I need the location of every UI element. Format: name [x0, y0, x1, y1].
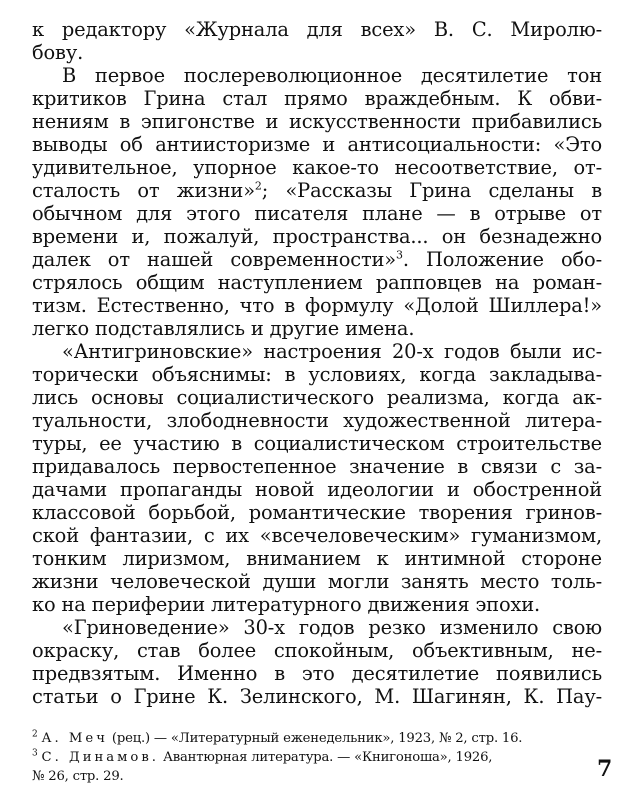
footnote-2: [32, 729, 580, 748]
text-line: бову.: [32, 41, 84, 64]
text-fragment: . Положение обо-: [402, 248, 602, 271]
text-fragment: сталость от жизни»: [32, 179, 255, 202]
footnote-text: Авантюрная литература. — «Книгоноша», 1926,: [158, 750, 493, 765]
text-line: критиков Грина стал прямо враждебным. К обви-: [32, 87, 602, 110]
text-line: тизм. Естественно, что в формулу «Долой Шиллера!»: [32, 294, 602, 317]
footnote-author: С. Динамов.: [41, 750, 159, 765]
footnote-mark: 3: [32, 748, 38, 759]
text-line: статьи о Грине К. Зелинского, М. Шагинян, К. Пау-: [32, 685, 602, 708]
text-line: лись основы социалистического реализма, когда ак-: [32, 386, 602, 409]
text-line: нениям в эпигонстве и искусственности прибавились: [32, 110, 602, 133]
text-line: «Антигриновские» настроения 20-х годов были ис-: [62, 340, 602, 363]
footnote-ref: 3: [396, 248, 403, 262]
text-line: ко на периферии литературного движения эпохи.: [32, 593, 541, 616]
text-line: В первое послереволюционное десятилетие тон: [62, 64, 602, 87]
footnote-3: [32, 748, 580, 767]
text-line: ской фантазии, с их «всечеловеческим» гуманизмом,: [32, 524, 602, 547]
text-line: тонким лиризмом, вниманием к интимной стороне: [32, 547, 602, 570]
text-line: придавалось первостепенное значение в связи с за-: [32, 455, 602, 478]
text-line: легко подставлялись и другие имена.: [32, 317, 415, 340]
text-line: окраску, став более спокойным, объективным, не-: [32, 639, 602, 662]
text-line: торически объяснимы: в условиях, когда закладыва-: [32, 363, 602, 386]
text-fragment: ; «Рассказы Грина сделаны в: [261, 179, 602, 202]
footnote-mark: 2: [32, 729, 38, 740]
footnote-author: А. Меч: [41, 731, 108, 746]
text-line: предвзятым. Именно в это десятилетие появились: [32, 662, 602, 685]
text-line: к редактору «Журнала для всех» В. С. Миролю-: [32, 18, 602, 41]
text-line: выводы об антиисторизме и антисоциальности: «Это: [32, 133, 602, 156]
text-line: «Гриноведение» 30-х годов резко изменило свою: [62, 616, 602, 639]
footnote-text: (рец.) — «Литературный еженедельник», 1923, № 2, стр. 16.: [107, 731, 523, 746]
text-line: стрялось общим наступлением рапповцев на роман-: [32, 271, 602, 294]
text-line: [32, 248, 602, 272]
text-line: дачами пропаганды новой идеологии и обостренной: [32, 478, 602, 501]
page-number: 7: [597, 756, 613, 782]
text-line: классовой борьбой, романтические творения гринов-: [32, 501, 602, 524]
text-fragment: далек от нашей современности»: [32, 248, 397, 271]
text-line: удивительное, упорное какое-то несоответствие, от-: [32, 156, 602, 179]
text-line: туры, ее участию в социалистическом строительстве: [32, 432, 602, 455]
text-line: туальности, злободневности художественной литера-: [32, 409, 602, 432]
footnote-3-continuation: № 26, стр. 29.: [32, 769, 124, 784]
text-line: обычном для этого писателя плане — в отрыве от: [32, 202, 602, 225]
text-line: [32, 179, 602, 203]
footnote-ref: 2: [254, 179, 262, 193]
text-line: жизни человеческой души могли занять место толь-: [32, 570, 602, 593]
text-line: времени и, пожалуй, пространства... он безнадежно: [32, 225, 602, 248]
